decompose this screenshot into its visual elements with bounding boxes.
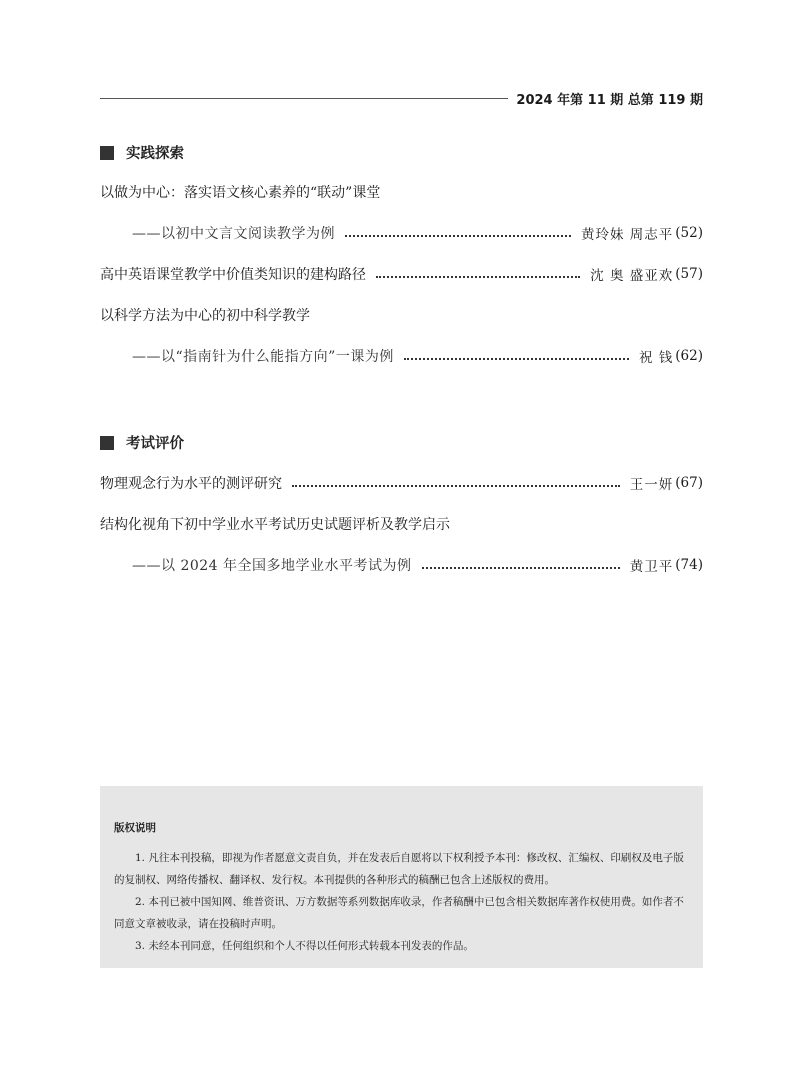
- section-label: 实践探索: [126, 146, 184, 162]
- entry-page: (62): [675, 348, 703, 364]
- section-label: 考试评价: [126, 436, 184, 452]
- entry-title: 以科学方法为中心的初中科学教学: [100, 308, 310, 324]
- issue-label: 2024 年第 11 期 总第 119 期: [516, 92, 703, 108]
- toc-entry[interactable]: [100, 264, 703, 284]
- page-header: [100, 88, 703, 108]
- square-bullet-icon: [100, 146, 114, 160]
- section-title-practice: [100, 142, 184, 163]
- header-rule: [100, 98, 508, 99]
- entry-subtitle: ——以“指南针为什么能指方向”一课为例: [132, 349, 394, 365]
- toc-entry-subtitle[interactable]: [132, 223, 703, 243]
- entry-author: 沈 奥 盛亚欢: [590, 268, 674, 284]
- copyright-item: 3. 未经本刊同意，任何组织和个人不得以任何形式转载本刊发表的作品。: [135, 940, 474, 952]
- dot-leader: [376, 276, 580, 278]
- entry-title: 以做为中心：落实语文核心素养的“联动”课堂: [100, 185, 381, 201]
- dot-leader: [292, 485, 620, 487]
- entry-author: 黄卫平: [629, 559, 674, 575]
- dot-leader: [422, 567, 620, 569]
- entry-subtitle: ——以 2024 年全国多地学业水平考试为例: [132, 558, 412, 574]
- copyright-item: 2. 本刊已被中国知网、维普资讯、万方数据等系列数据库收录，作者稿酬中已包含相关数据库著作权使用费。如作者不同意文章被收录，请在投稿时声明。: [114, 896, 684, 930]
- dot-leader: [345, 235, 571, 237]
- entry-page: (57): [675, 266, 703, 282]
- toc-entry[interactable]: [100, 473, 703, 493]
- entry-subtitle: ——以初中文言文阅读教学为例: [132, 226, 335, 242]
- copyright-notice: [100, 786, 703, 968]
- entry-title: 物理观念行为水平的测评研究: [100, 476, 282, 492]
- section-title-evaluation: [100, 432, 184, 453]
- toc-entry[interactable]: [100, 305, 703, 325]
- entry-page: (52): [675, 225, 703, 241]
- square-bullet-icon: [100, 436, 114, 450]
- entry-title: 高中英语课堂教学中价值类知识的建构路径: [100, 267, 366, 283]
- toc-entry-subtitle[interactable]: [132, 346, 703, 366]
- entry-author: 黄玲妹 周志平: [580, 227, 674, 243]
- toc-entry[interactable]: [100, 514, 703, 534]
- toc-entry[interactable]: [100, 182, 703, 202]
- entry-title: 结构化视角下初中学业水平考试历史试题评析及教学启示: [100, 517, 450, 533]
- copyright-title: 版权说明: [114, 822, 156, 834]
- copyright-item: 1. 凡往本刊投稿，即视为作者愿意文责自负，并在发表后自愿将以下权利授予本刊：修改权、汇编权、印刷权及电子版的复制权、网络传播权、翻译权、发行权。本刊提供的各种形式的稿酬已包含上述版权的费用。: [114, 852, 684, 886]
- entry-author: 祝 钱: [638, 350, 674, 366]
- entry-page: (74): [675, 557, 703, 573]
- entry-author: 王一妍: [629, 477, 674, 493]
- entry-page: (67): [675, 475, 703, 491]
- dot-leader: [404, 358, 629, 360]
- toc-entry-subtitle[interactable]: [132, 555, 703, 575]
